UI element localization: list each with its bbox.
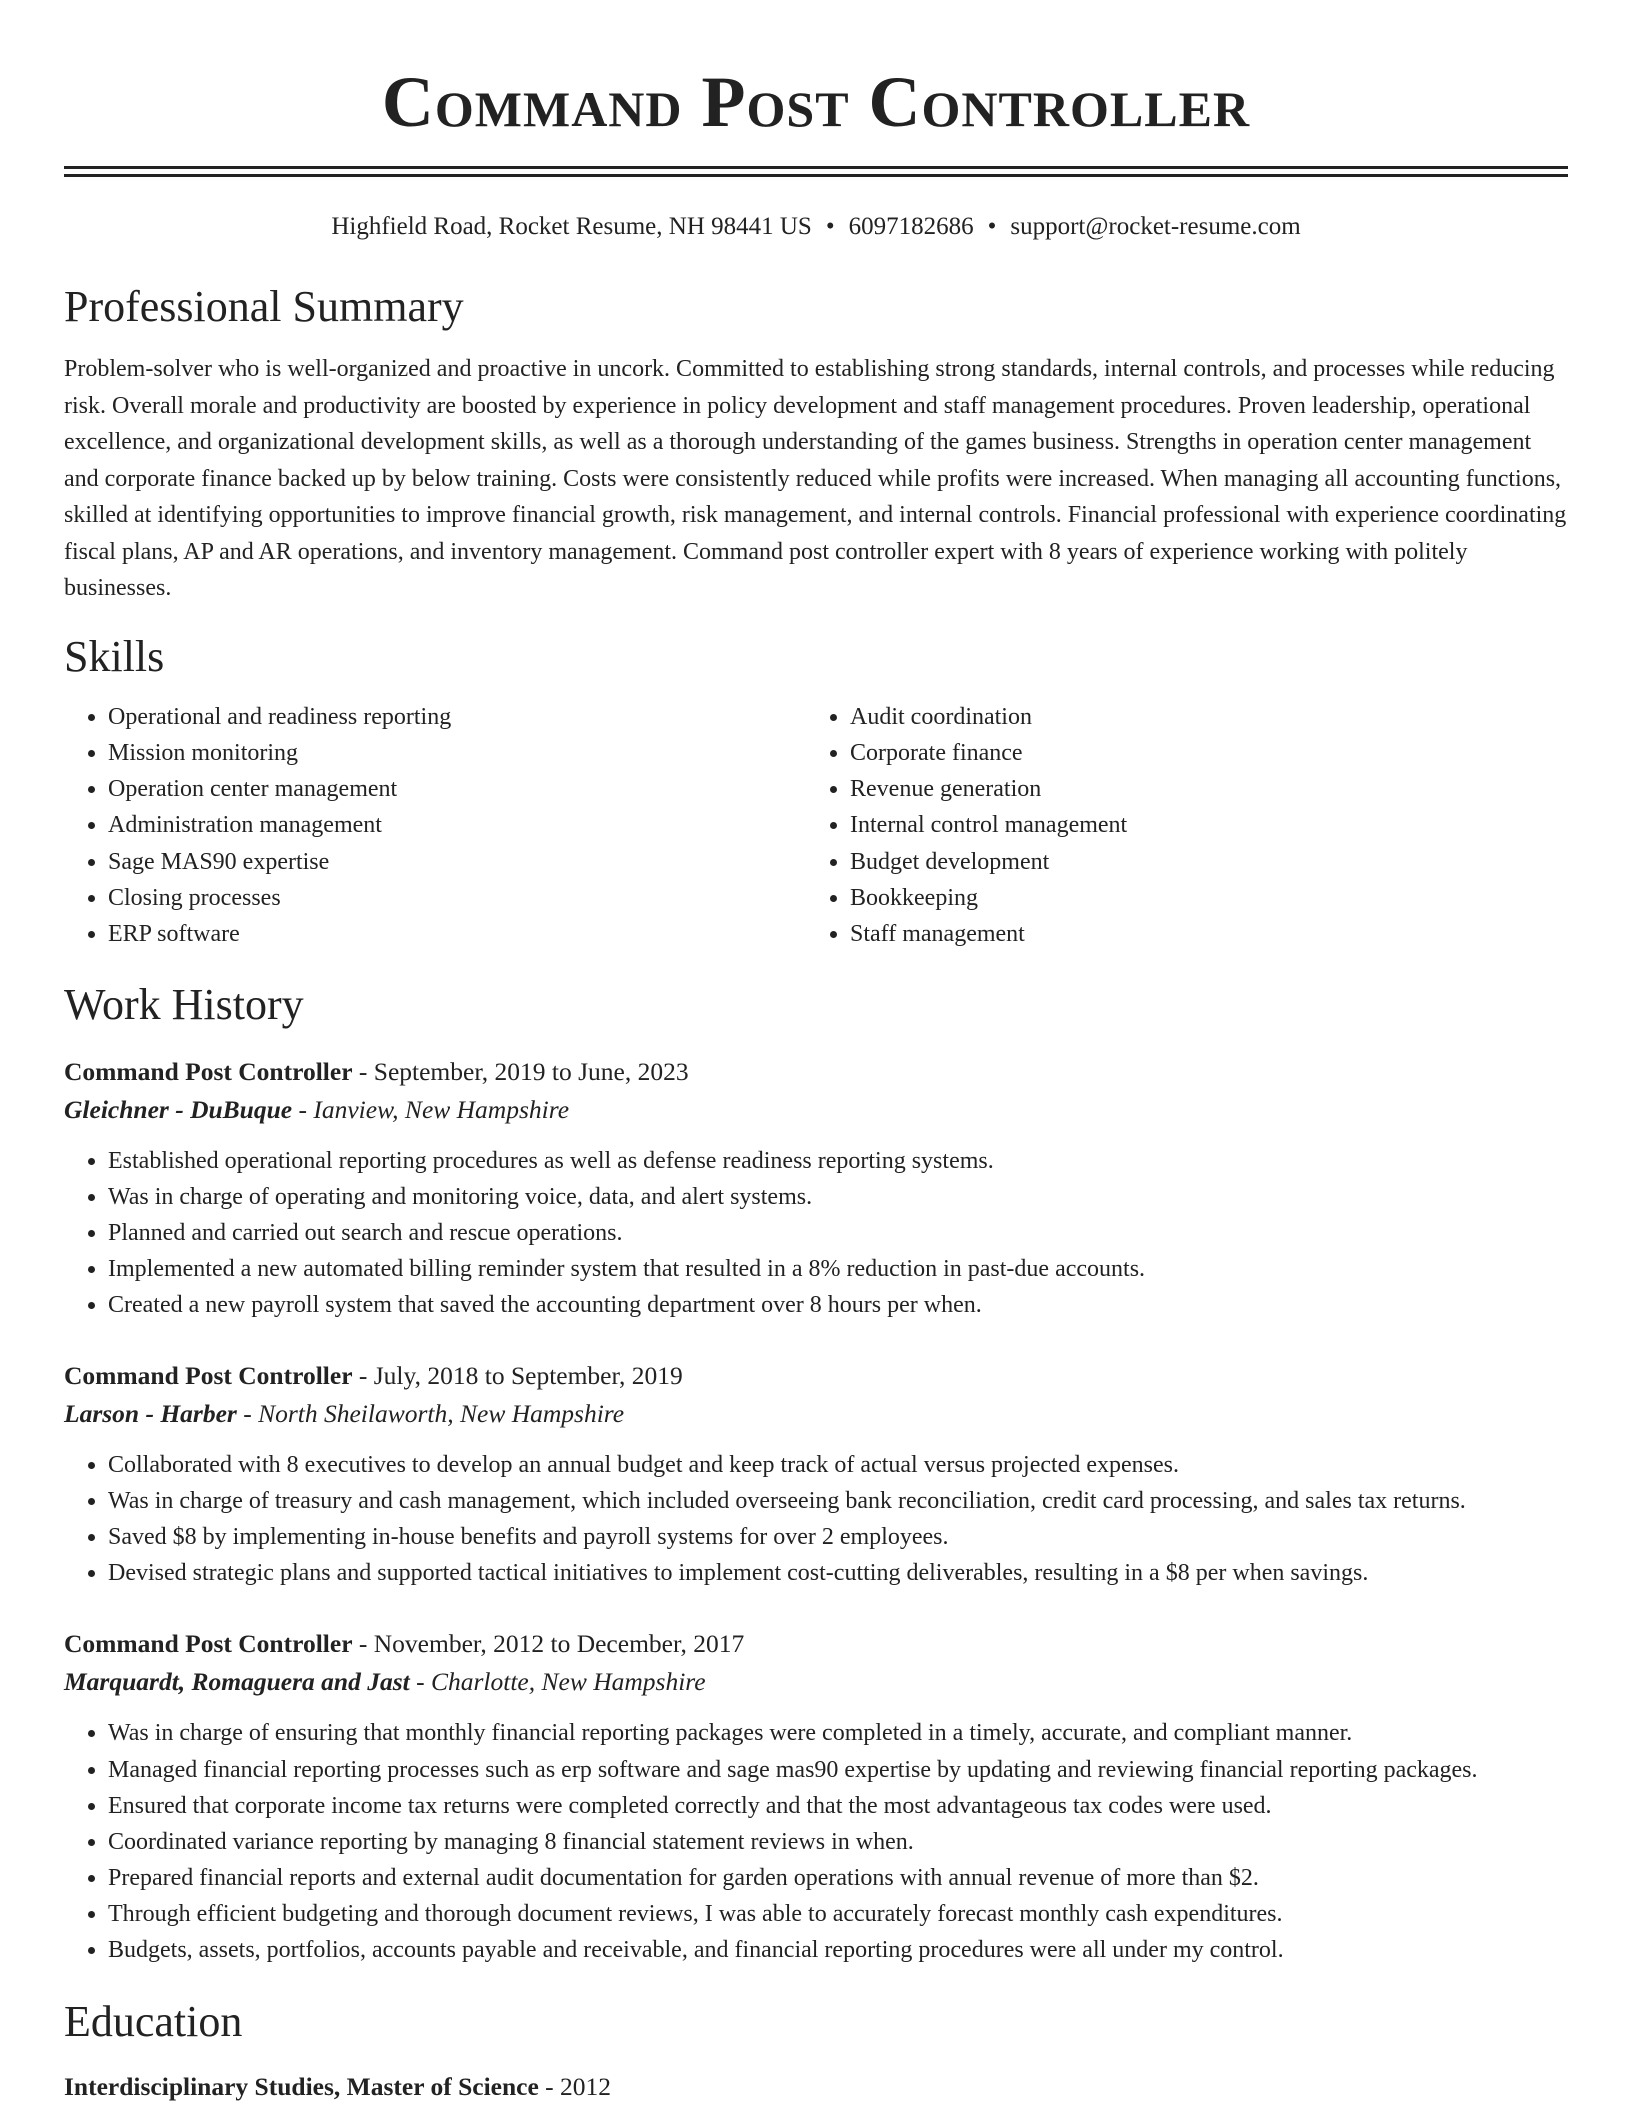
skill-item: • Mission monitoring [108, 735, 806, 771]
skill-item: • Internal control management [850, 807, 1548, 843]
job-bullet: • Established operational reporting procedures as well as defense readiness reporting systems. [108, 1143, 1568, 1179]
job-bullet: • Collaborated with 8 executives to develop an annual budget and keep track of actual versus projected expenses. [108, 1447, 1568, 1483]
job-title-line [64, 1053, 1568, 1091]
skills-column-right [806, 699, 1548, 953]
education-degree: Interdisciplinary Studies, Master of Science [64, 2072, 539, 2102]
header-rule-top [64, 166, 1568, 169]
job-dates: - September, 2019 to June, 2023 [352, 1056, 689, 1086]
job-bullet: • Saved $8 by implementing in-house benefits and payroll systems for over 2 employees. [108, 1519, 1568, 1555]
job-bullets [64, 1143, 1568, 1323]
summary-heading: Professional Summary [64, 282, 464, 331]
contact-separator: • [825, 213, 835, 240]
job-bullet: • Through efficient budgeting and thorough document reviews, I was able to accurately forecast monthly cash expenditures. [108, 1896, 1568, 1932]
job-bullet: • Prepared financial reports and external audit documentation for garden operations with annual revenue of more than $2. [108, 1860, 1568, 1896]
job-bullet: • Coordinated variance reporting by managing 8 financial statement reviews in when. [108, 1824, 1568, 1860]
job-role: Command Post Controller [64, 1056, 353, 1086]
skill-item: • Staff management [850, 916, 1548, 952]
summary-text: Problem-solver who is well-organized and proactive in uncork. Committed to establishing strong standards, internal controls, and processes while reducing risk. Overall morale and productivity are boosted by experience in policy development and staff management procedures. Proven leadership, operational excellence, and organizational development skills, as well as a thorough understanding of the games business. Strengths in operation center management and corporate finance backed up by below training. Costs were consistently reduced while profits were increased. When managing all accounting functions, skilled at identifying opportunities to improve financial growth, risk management, and internal controls. Financial professional with experience coordinating fiscal plans, AP and AR operations, and inventory management. Command post controller expert with 8 years of experience working with politely businesses. [64, 356, 1567, 601]
education-heading: Education [64, 1997, 243, 2047]
job-title-line [64, 1625, 1568, 1663]
job-bullet: • Was in charge of operating and monitoring voice, data, and alert systems. [108, 1179, 1568, 1215]
job-employer-line [64, 1395, 1568, 1433]
skill-item: • Budget development [850, 844, 1548, 880]
skill-item: • Audit coordination [850, 699, 1548, 735]
job-title-line [64, 1357, 1568, 1395]
education-year: - 2012 [538, 2072, 612, 2102]
skills-heading: Skills [64, 631, 165, 681]
skill-item: • Operational and readiness reporting [108, 699, 806, 735]
skills-column-left [64, 699, 806, 953]
skill-item: • Bookkeeping [850, 880, 1548, 916]
job-bullet: • Devised strategic plans and supported tactical initiatives to implement cost-cutting deliverables, resulting in a $8 per when savings. [108, 1555, 1568, 1591]
skill-item: • Closing processes [108, 880, 806, 916]
job-employer-line [64, 1091, 1568, 1129]
job-role: Command Post Controller [64, 1361, 353, 1391]
contact-phone: 6097182686 [848, 213, 974, 240]
skills-list [64, 699, 1568, 953]
job-entry [64, 1053, 1568, 1323]
skill-item: • Operation center management [108, 771, 806, 807]
work-history-heading: Work History [64, 979, 304, 1029]
job-bullets [64, 1447, 1568, 1591]
skill-item: • Administration management [108, 807, 806, 843]
job-bullet: • Implemented a new automated billing reminder system that resulted in a 8% reduction in past-due accounts. [108, 1251, 1568, 1287]
education-entry [64, 2068, 1568, 2106]
skill-item: • Revenue generation [850, 771, 1548, 807]
job-location: - North Sheilaworth, New Hampshire [236, 1399, 625, 1429]
job-dates: - July, 2018 to September, 2019 [352, 1361, 683, 1391]
job-role: Command Post Controller [64, 1629, 353, 1659]
job-bullets [64, 1715, 1568, 1968]
job-location: - Ianview, New Hampshire [292, 1094, 570, 1124]
header-rule-bottom [64, 174, 1568, 177]
job-bullet: • Budgets, assets, portfolios, accounts payable and receivable, and financial reporting procedures were all under my control. [108, 1932, 1568, 1968]
skill-item: • Corporate finance [850, 735, 1548, 771]
job-bullet: • Planned and carried out search and rescue operations. [108, 1215, 1568, 1251]
job-company: Larson - Harber [64, 1399, 237, 1429]
contact-address: Highfield Road, Rocket Resume, NH 98441 US [331, 213, 812, 240]
job-bullet: • Created a new payroll system that saved the accounting department over 8 hours per when. [108, 1287, 1568, 1323]
job-employer-line [64, 1663, 1568, 1701]
job-bullet: • Was in charge of ensuring that monthly financial reporting packages were completed in a timely, accurate, and compliant manner. [108, 1715, 1568, 1751]
contact-line [64, 211, 1568, 243]
job-company: Marquardt, Romaguera and Jast [64, 1667, 410, 1697]
skill-item: • Sage MAS90 expertise [108, 844, 806, 880]
skill-item: • ERP software [108, 916, 806, 952]
job-location: - Charlotte, New Hampshire [409, 1667, 706, 1697]
job-company: Gleichner - DuBuque [64, 1094, 293, 1124]
resume-name: Command Post Controller [381, 62, 1251, 142]
contact-email: support@rocket-resume.com [1010, 213, 1301, 240]
job-entry [64, 1625, 1568, 1968]
job-bullet: • Ensured that corporate income tax returns were completed correctly and that the most advantageous tax codes were used. [108, 1788, 1568, 1824]
job-entry [64, 1357, 1568, 1591]
resume-page [64, 0, 1568, 2106]
job-bullet: • Managed financial reporting processes such as erp software and sage mas90 expertise by updating and reviewing financial reporting packages. [108, 1752, 1568, 1788]
job-bullet: • Was in charge of treasury and cash management, which included overseeing bank reconciliation, credit card processing, and sales tax returns. [108, 1483, 1568, 1519]
contact-separator: • [987, 213, 997, 240]
job-dates: - November, 2012 to December, 2017 [352, 1629, 745, 1659]
